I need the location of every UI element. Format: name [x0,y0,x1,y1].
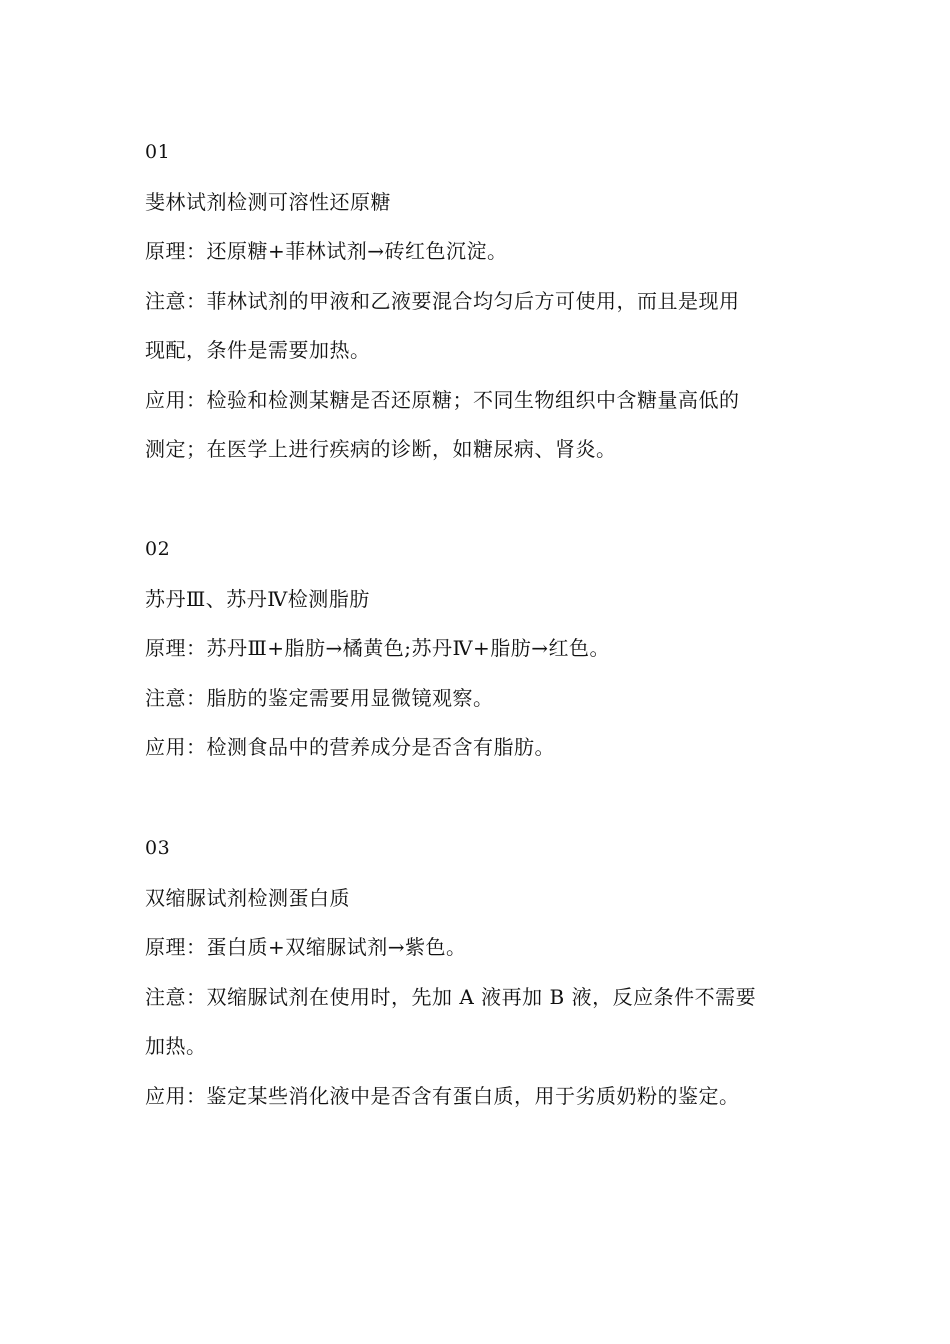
application-text: 应用：鉴定某些消化液中是否含有蛋白质，用于劣质奶粉的鉴定。 [145,1083,740,1108]
section-number: 02 [145,538,171,560]
section-title: 斐林试剂检测可溶性还原糖 [145,189,391,214]
application-text-continued: 测定；在医学上进行疾病的诊断，如糖尿病、肾炎。 [145,437,617,461]
principle-text: 原理：还原糖+菲林试剂→砖红色沉淀。 [145,239,508,263]
principle-text: 原理：蛋白质+双缩脲试剂→紫色。 [145,935,467,959]
application-text: 应用：检验和检测某糖是否还原糖；不同生物组织中含糖量高低的 [145,387,740,412]
section-protein [145,824,810,1121]
section-number: 01 [145,141,171,163]
note-text: 注意：双缩脲试剂在使用时，先加 A 液再加 B 液，反应条件不需要 [145,984,757,1009]
section-fat [145,525,810,773]
note-text-continued: 现配，条件是需要加热。 [145,338,371,362]
section-reducing-sugar [145,128,810,475]
section-title: 苏丹Ⅲ、苏丹Ⅳ检测脂肪 [145,586,370,611]
section-title: 双缩脲试剂检测蛋白质 [145,885,350,910]
note-text: 注意：菲林试剂的甲液和乙液要混合均匀后方可使用，而且是现用 [145,288,740,313]
application-text: 应用：检测食品中的营养成分是否含有脂肪。 [145,735,555,759]
section-number: 03 [145,837,171,859]
principle-text: 原理：苏丹Ⅲ+脂肪→橘黄色;苏丹Ⅳ+脂肪→红色。 [145,636,611,660]
note-text-continued: 加热。 [145,1034,207,1058]
note-text: 注意：脂肪的鉴定需要用显微镜观察。 [145,685,494,710]
